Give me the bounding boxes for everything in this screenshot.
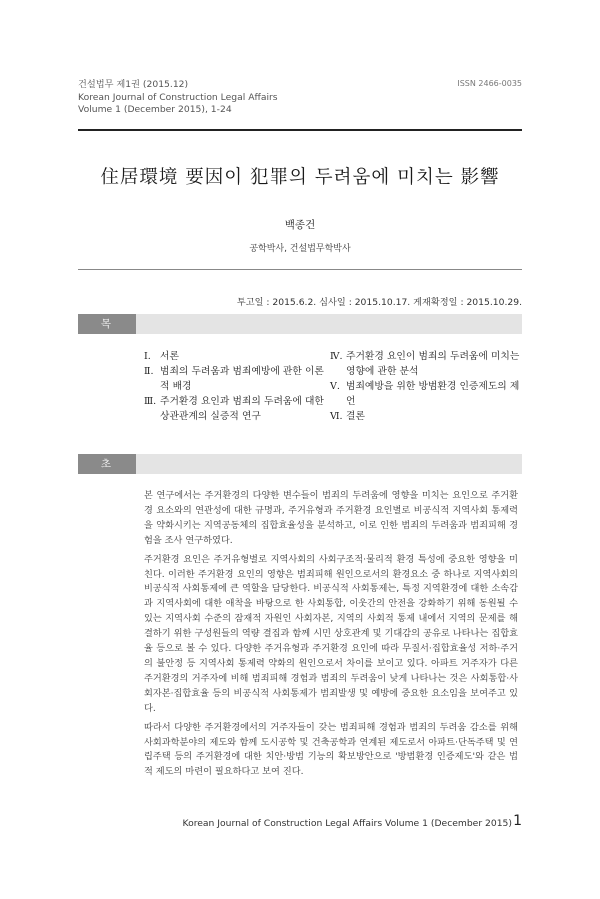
title-rule <box>78 269 522 270</box>
toc-item-number: Ⅰ. <box>144 351 151 362</box>
toc-item <box>144 349 332 364</box>
toc-item <box>330 379 522 409</box>
paper-title: 住居環境 要因이 犯罪의 두려움에 미치는 影響 <box>100 167 500 188</box>
author-name: 백종건 <box>284 219 316 231</box>
issn: ISSN 2466-0035 <box>457 79 522 88</box>
submission-dates: 투고일 : 2015.6.2. 심사일 : 2015.10.17. 게재확정일 : 2015.10.29. <box>236 297 522 308</box>
toc-item-number: Ⅳ. <box>330 351 343 362</box>
journal-volume: Volume 1 (December 2015), 1-24 <box>78 104 232 115</box>
footer-journal: Korean Journal of Construction Legal Affairs Volume 1 (December 2015) <box>182 818 512 829</box>
journal-header <box>78 79 278 117</box>
journal-name-ko: 건설법무 제1권 (2015.12) <box>78 79 189 90</box>
toc-item-text: 서론 <box>160 351 179 362</box>
abstract-section-bar <box>78 454 522 490</box>
toc-item-number: Ⅱ. <box>144 366 154 377</box>
toc-item-text: 주거환경 요인과 범죄의 두려움에 대한 상관관계의 실증적 연구 <box>160 396 324 422</box>
toc-item-number: Ⅴ. <box>330 381 340 392</box>
toc-item <box>144 364 332 394</box>
abstract-body <box>144 489 518 784</box>
abstract-paragraph: 따라서 다양한 주거환경에서의 거주자들이 갖는 범죄피해 경험과 범죄의 두려움 감소를 위해 사회과학분야의 제도와 함께 도시공학 및 건축공학과 연계된 제도로서 아파트·단독주택 및 연립주택 등의 주거환경에 대한 치안·방범 기능의 확보방안으로 '방범환경 인증제도'와 같은 법적 제도의 마련이 필요하다고 보여 진다. <box>144 721 518 778</box>
toc-item <box>330 409 522 424</box>
toc-section-bar <box>78 314 522 350</box>
toc-item-number: Ⅵ. <box>330 411 343 422</box>
page-number: 1 <box>513 813 522 829</box>
toc-label: 목 차 <box>78 314 136 334</box>
toc-item-text: 주거환경 요인이 범죄의 두려움에 미치는 영향에 관한 분석 <box>346 351 520 377</box>
toc-item-number: Ⅲ. <box>144 396 157 407</box>
author-affiliation: 공학박사, 건설법무학박사 <box>249 244 351 254</box>
toc-column-right <box>330 349 522 424</box>
toc-column-left <box>144 349 332 424</box>
journal-name-en: Korean Journal of Construction Legal Affairs <box>78 91 278 103</box>
toc-item-text: 범죄예방을 위한 방범환경 인증제도의 제언 <box>346 381 520 407</box>
header-rule <box>78 129 522 131</box>
abstract-paragraph: 주거환경 요인은 주거유형별로 지역사회의 사회구조적·물리적 환경 특성에 중요한 영향을 미친다. 이러한 주거환경 요인의 영향은 범죄피해 원인으로서의 환경요소 중 하나로 지역사회의 비공식적 사회통제에 큰 역할을 담당한다. 비공식적 사회통제는, 특정 지역환경에 대한 소속감과 지역사회에 대한 애착을 바탕으로 한 사회통합, 이웃간의 안전을 강화하기 위해 동원될 수 있는 지역사회 수준의 잠재적 자원인 사회자본, 지역의 사회적 통제 내에서 지역의 문제를 해결하기 위한 구성원들의 역량 결집과 함께 시민 상호관계 및 기대감의 공유로 나타나는 집합효율 등으로 볼 수 있다. 다양한 주거유형과 주거환경 요인에 따라 무질서·집합효율성 저하·주거의 불안정 등 지역사회 통제력 약화의 원인으로서 차이를 보이고 있다. 아파트 거주자가 다른 주거환경의 거주자에 비해 범죄피해 경험과 범죄의 두려움이 낮게 나타나는 것은 사회통합·사회자본·집합효율 등의 비공식적 사회통제가 범죄발생 및 예방에 중요한 요소임을 보여주고 있다. <box>144 553 518 714</box>
toc-item-text: 결론 <box>346 411 365 422</box>
toc-item <box>144 394 332 424</box>
toc-item-text: 범죄의 두려움과 범죄예방에 관한 이론적 배경 <box>160 366 324 392</box>
toc-item <box>330 349 522 379</box>
abstract-paragraph: 본 연구에서는 주거환경의 다양한 변수들이 범죄의 두려움에 영향을 미치는 요인으로 주거환경 요소와의 연관성에 대한 규명과, 주거유형과 주거환경 요인별로 비공식적 지역사회 통제력을 약화시키는 지역공동체의 집합효율성을 분석하고, 이로 인한 범죄의 두려움과 범죄피해 경험을 조사 연구하였다. <box>144 490 518 546</box>
abstract-label: 초 록 <box>78 454 136 474</box>
